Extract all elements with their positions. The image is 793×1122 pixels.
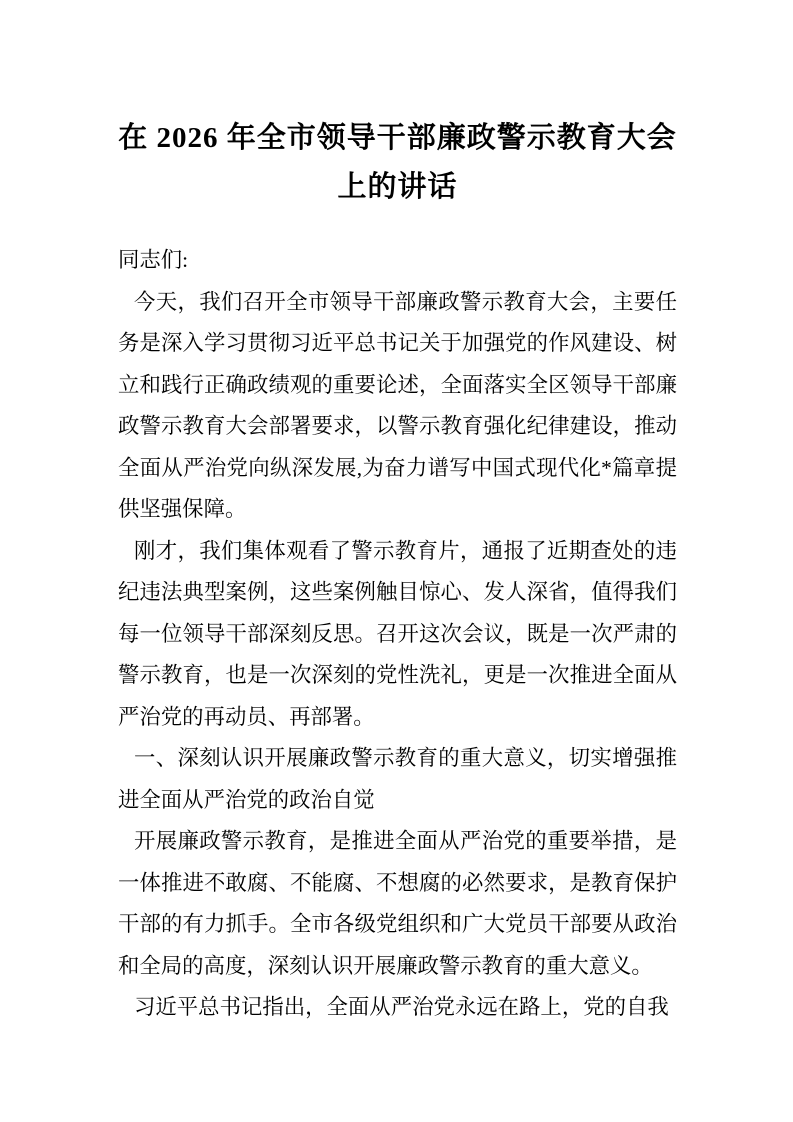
document-title-line-2: 上的讲话 xyxy=(337,171,458,203)
document-title-line-1: 在 2026 年全市领导干部廉政警示教育大会 xyxy=(118,122,677,154)
section-heading-paragraph: 一、深刻认识开展廉政警示教育的重大意义，切实增强推进全面从严治党的政治自觉 xyxy=(118,746,677,812)
body-paragraph: 开展廉政警示教育，是推进全面从严治党的重要举措，是一体推进不敢腐、不能腐、不想腐的必然要求，是教育保护干部的有力抓手。全市各级党组织和广大党员干部要从政治和全局的高度，深刻认识开展廉政警示教育的重大意义。 xyxy=(118,829,677,978)
document-body xyxy=(118,240,677,1029)
document-title xyxy=(118,114,677,212)
salutation-paragraph: 同志们: xyxy=(118,248,189,272)
body-paragraph: 刚才，我们集体观看了警示教育片，通报了近期查处的违纪违法典型案例，这些案例触目惊心、发人深省，值得我们每一位领导干部深刻反思。召开这次会议，既是一次严肃的警示教育，也是一次深刻的党性洗礼，更是一次推进全面从严治党的再动员、再部署。 xyxy=(118,538,677,729)
body-paragraph: 今天，我们召开全市领导干部廉政警示教育大会，主要任务是深入学习贯彻习近平总书记关于加强党的作风建设、树立和践行正确政绩观的重要论述，全面落实全区领导干部廉政警示教育大会部署要求，以警示教育强化纪律建设，推动全面从严治党向纵深发展,为奋力谱写中国式现代化*篇章提供坚强保障。 xyxy=(118,289,677,521)
body-paragraph: 习近平总书记指出，全面从严治党永远在路上，党的自我 xyxy=(134,995,669,1019)
